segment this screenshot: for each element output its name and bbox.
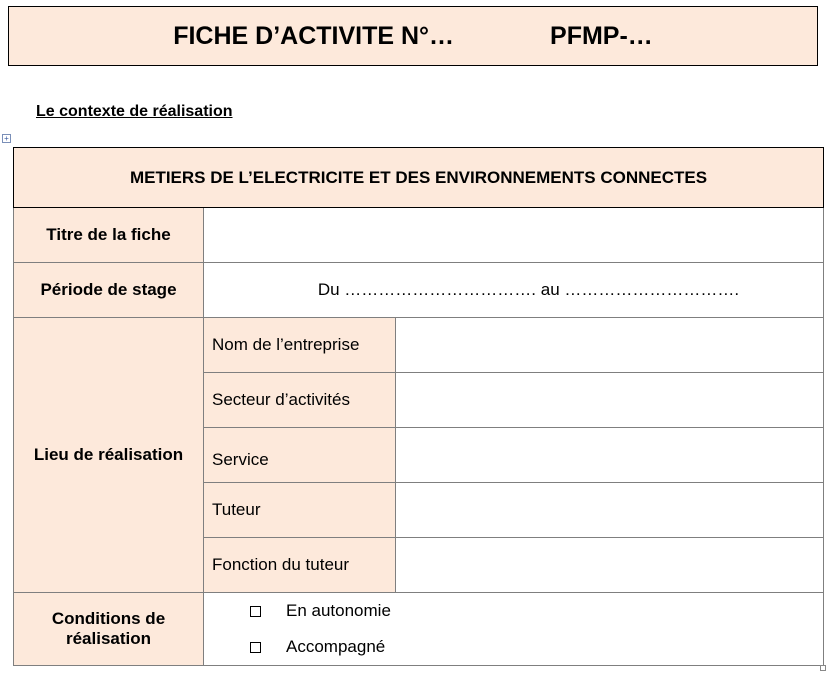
tuteur-field[interactable] <box>396 483 824 538</box>
label-titre: Titre de la fiche <box>14 208 204 263</box>
label-nom-entreprise: Nom de l’entreprise <box>204 318 396 373</box>
title-pfmp: PFMP-… <box>550 21 653 50</box>
conditions-options <box>204 593 824 666</box>
label-lieu: Lieu de réalisation <box>14 318 204 593</box>
context-table <box>13 147 824 666</box>
du-dots: ……………………………. <box>344 280 537 299</box>
table-move-handle-icon[interactable]: + <box>2 134 11 143</box>
label-conditions <box>14 593 204 666</box>
au-dots: …………………………. <box>564 280 740 299</box>
conditions-line1: Conditions de <box>51 609 166 628</box>
document-title-box <box>8 6 818 66</box>
label-secteur: Secteur d’activités <box>204 373 396 428</box>
du-label: Du <box>317 280 340 299</box>
secteur-field[interactable] <box>396 373 824 428</box>
fonction-tuteur-field[interactable] <box>396 538 824 593</box>
au-label: au <box>540 280 560 299</box>
checkbox-icon[interactable] <box>250 606 261 617</box>
section-heading: Le contexte de réalisation <box>36 103 233 120</box>
service-field[interactable] <box>396 428 824 483</box>
label-tuteur: Tuteur <box>204 483 396 538</box>
option-autonomie[interactable]: En autonomie <box>250 593 823 629</box>
titre-field[interactable] <box>204 208 824 263</box>
nom-entreprise-field[interactable] <box>396 318 824 373</box>
table-resize-handle-icon[interactable] <box>820 665 826 671</box>
checkbox-icon[interactable] <box>250 642 261 653</box>
option-accompagne[interactable]: Accompagné <box>250 629 823 665</box>
label-service: Service <box>204 428 396 483</box>
title-activity-number: FICHE D’ACTIVITE N°… <box>173 21 455 50</box>
label-fonction-tuteur: Fonction du tuteur <box>204 538 396 593</box>
table-header: METIERS DE L’ELECTRICITE ET DES ENVIRONNEMENTS CONNECTES <box>14 148 824 208</box>
conditions-line2: réalisation <box>65 629 152 648</box>
label-periode: Période de stage <box>14 263 204 318</box>
periode-field[interactable] <box>204 263 824 318</box>
